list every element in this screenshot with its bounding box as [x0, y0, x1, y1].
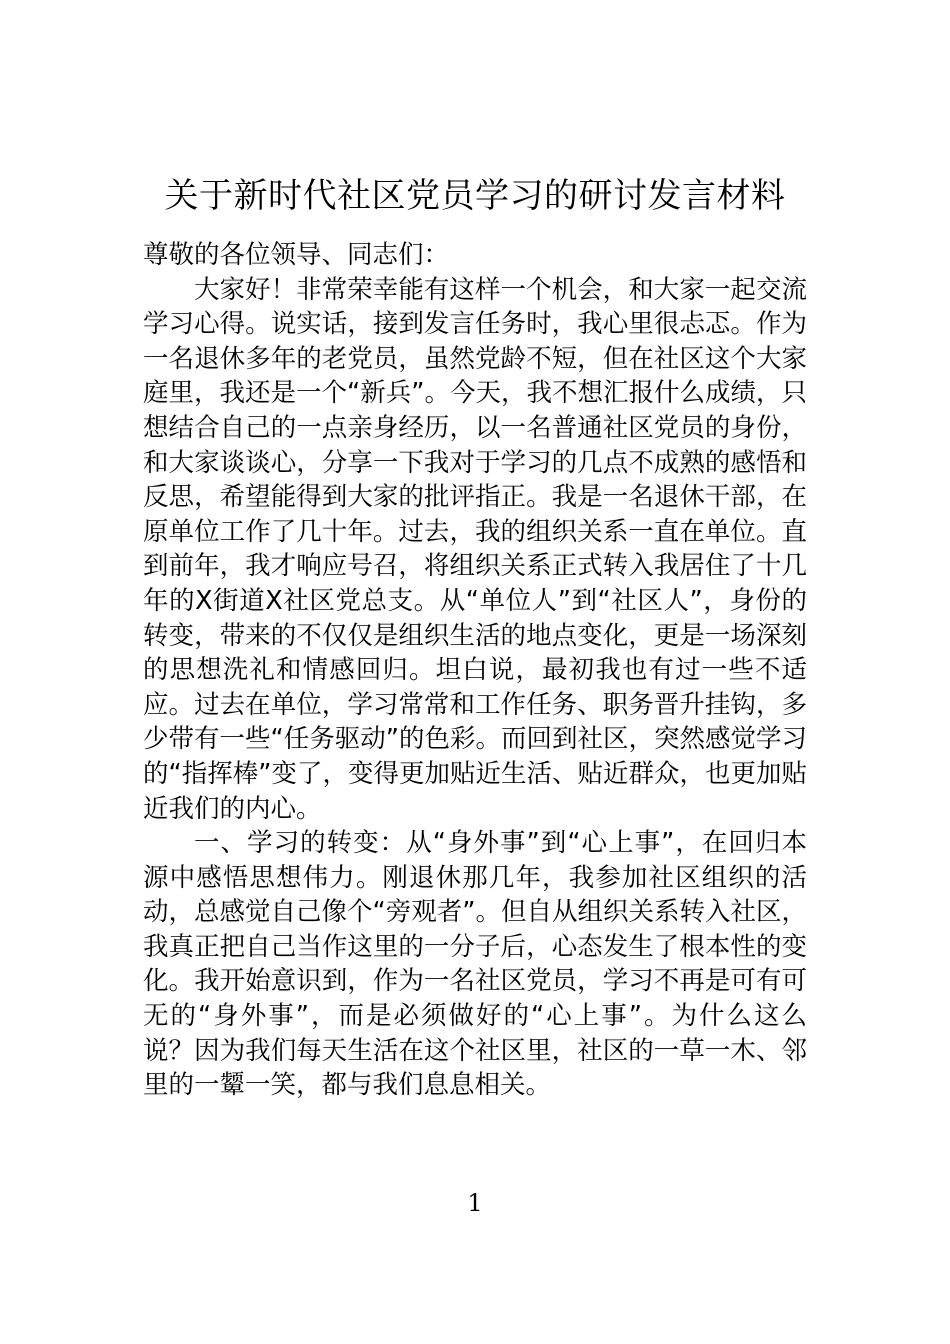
paragraph-section-one: 一、学习的转变：从“身外事”到“心上事”，在回归本源中感悟思想伟力。刚退休那几年，我参加社区组织的活动，总感觉自己像个“旁观者”。但自从组织关系转入社区，我真正把自己当作这里的一分子后，心态发生了根本性的变化。我开始意识到，作为一名社区党员，学习不再是可有可无的“身外事”，而是必须做好的“心上事”。为什么这么说？因为我们每天生活在这个社区里，社区的一草一木、邻里的一颦一笑，都与我们息息相关。	[143, 828, 807, 1101]
document-body	[143, 238, 807, 1103]
document-title: 关于新时代社区党员学习的研讨发言材料	[164, 176, 786, 216]
paragraph-opening: 大家好！非常荣幸能有这样一个机会，和大家一起交流学习心得。说实话，接到发言任务时，我心里很忐忑。作为一名退休多年的老党员，虽然党龄不短，但在社区这个大家庭里，我还是一个“新兵”。今天，我不想汇报什么成绩，只想结合自己的一点亲身经历，以一名普通社区党员的身份，和大家谈谈心，分享一下我对于学习的几点不成熟的感悟和反思，希望能得到大家的批评指正。我是一名退休干部，在原单位工作了几十年。过去，我的组织关系一直在单位。直到前年，我才响应号召，将组织关系正式转入我居住了十几年的X街道X社区党总支。从“单位人”到“社区人”，身份的转变，带来的不仅仅是组织生活的地点变化，更是一场深刻的思想洗礼和情感回归。坦白说，最初我也有过一些不适应。过去在单位，学习常常和工作任务、职务晋升挂钩，多少带有一些“任务驱动”的色彩。而回到社区，突然感觉学习的“指挥棒”变了，变得更加贴近生活、贴近群众，也更加贴近我们的内心。	[143, 274, 807, 824]
page-number: 1	[467, 1189, 483, 1217]
salutation: 尊敬的各位领导、同志们：	[143, 240, 450, 270]
